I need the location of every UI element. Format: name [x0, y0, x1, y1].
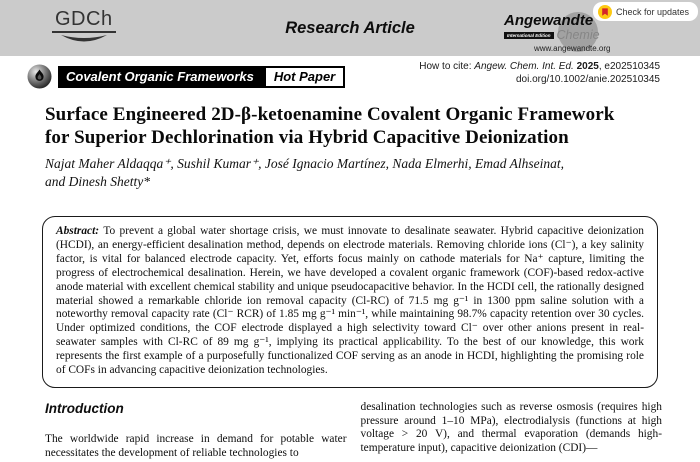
cite-year: 2025: [576, 61, 599, 72]
abstract-text: To prevent a global water shortage crisis, we must innovate to desalinate seawater. Hybrid capacitive deionization (HCDI), an energy-efficient desalination method, depends on electrode materials. Removing chloride ions (Cl⁻), a key salinity factor, is vital for balanced electrode capacity. Yet, efforts focus mainly on cathode materials for Na⁺ capture, limiting the progress of electrochemical desalination. Herein, we have developed a covalent organic framework (COF)-based redox-active anode material with excellent chemical stability and unique pseudocapacitive behavior. In the HCDI cell, the rationally designed material showed a remarkable chloride ion removal capacity (Cl-RC) of 71.5 mg g⁻¹ in 1300 ppm saline solution with a noteworthy removal capacity rate (Cl⁻ RCR) of 1.85 mg g⁻¹ min⁻¹, while maintaining 98.7% capacity retention over 30 cycles. Under optimized conditions, the COF electrode displayed a high selectivity toward Cl⁻ over other anions present in real-seawater samples with Cl-RC of 89 mg g⁻¹, implying its practical applicability. To the best of our knowledge, this work represents the first example of a purposefully functionalized COF serving as an anode in HCDI, highlighting the promising role of COFs in advancing capacitive deionization technologies.: [56, 225, 644, 377]
abstract-label: Abstract:: [56, 225, 104, 237]
check-updates-badge[interactable]: [593, 2, 698, 21]
badge-group: [27, 64, 345, 89]
title-line-2: for Superior Dechlorination via Hybrid Capacitive Deionization: [45, 126, 569, 148]
meta-row: [27, 60, 660, 89]
left-column: [45, 401, 347, 460]
authors-line-2: and Dinesh Shetty*: [45, 174, 150, 190]
doi-link[interactable]: doi.org/10.1002/anie.202510345: [515, 74, 660, 85]
author-list: [45, 155, 662, 191]
right-column: [361, 401, 663, 460]
chemie-label: Chemie: [556, 28, 600, 42]
angewandte-subrow: [504, 29, 654, 42]
cite-prefix: How to cite:: [419, 61, 475, 72]
hot-paper-flame-icon: [27, 64, 52, 89]
research-article-label: Research Article: [285, 19, 415, 37]
gdch-logo-text: GDCh: [52, 9, 116, 33]
citation-block: [419, 60, 660, 86]
article-title: [45, 104, 662, 149]
title-line-1: Surface Engineered 2D-β-ketoenamine Covalent Organic Framework: [45, 104, 615, 125]
authors-line-1: Najat Maher Aldaqqa⁺, Sushil Kumar⁺, José Ignacio Martínez, Nada Elmerhi, Emad Alhseinat,: [45, 156, 564, 171]
hot-paper-badge: Hot Paper: [264, 66, 345, 88]
crossmark-icon: [598, 5, 612, 19]
body-columns: [45, 401, 662, 460]
citation-line: [419, 60, 660, 73]
angewandte-url[interactable]: www.angewandte.org: [534, 44, 611, 53]
angewandte-name: Angewandte: [504, 12, 594, 29]
international-edition-badge: International Edition: [504, 32, 554, 39]
introduction-heading: Introduction: [45, 401, 124, 416]
abstract-box: [42, 216, 658, 388]
body-paragraph: desalination technologies such as reverse osmosis (requires high pressure around 1–10 MPa), electrodialysis (functions at high voltage > 20 V), and thermal evaporation (demands high-temperature input), capacitive deionization (CDI)—: [360, 401, 662, 455]
check-updates-label: Check for updates: [615, 6, 689, 17]
cite-journal: Angew. Chem. Int. Ed.: [474, 61, 577, 72]
topic-badge: Covalent Organic Frameworks: [58, 66, 264, 88]
cite-article-id: , e202510345: [598, 61, 660, 72]
introduction-paragraph: The worldwide rapid increase in demand for potable water necessitates the development of reliable technologies to: [45, 433, 347, 459]
